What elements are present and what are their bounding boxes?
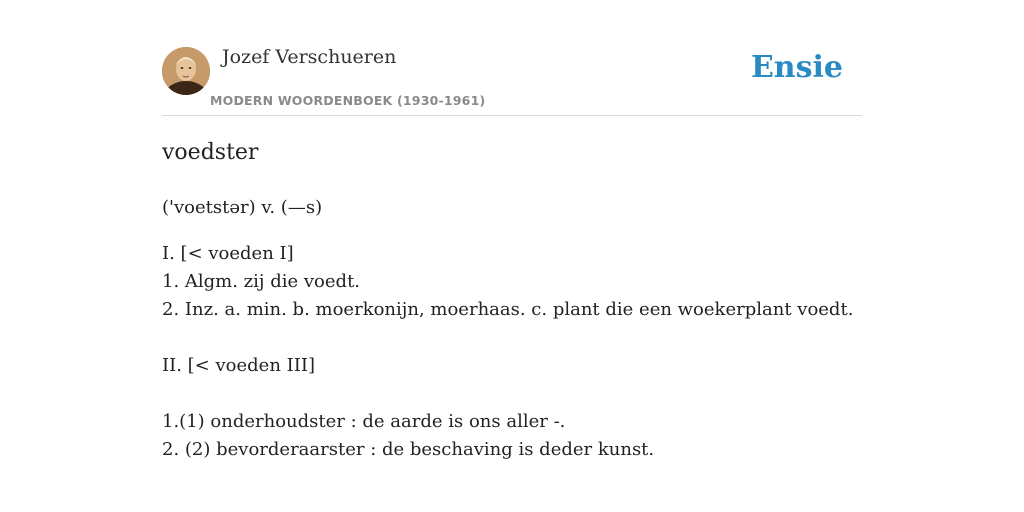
author-avatar[interactable] bbox=[162, 47, 210, 95]
definition-line bbox=[162, 380, 862, 408]
author-name[interactable]: Jozef Verschueren bbox=[222, 46, 397, 68]
entry-pronunciation: ('voetstər) v. (—s) bbox=[162, 197, 323, 218]
definition-line: 1. Algm. zij die voedt. bbox=[162, 271, 361, 292]
page bbox=[162, 0, 862, 512]
definition-line bbox=[162, 324, 862, 352]
author-portrait-icon bbox=[162, 47, 210, 95]
definition-line: II. [< voeden III] bbox=[162, 355, 315, 376]
definition-line: I. [< voeden I] bbox=[162, 243, 294, 264]
source-title[interactable]: MODERN WOORDENBOEK (1930-1961) bbox=[210, 93, 486, 108]
header bbox=[162, 0, 862, 116]
entry-definition bbox=[162, 240, 862, 464]
entry-headword: voedster bbox=[162, 140, 259, 165]
definition-line: 2. (2) bevorderaarster : de beschaving is deder kunst. bbox=[162, 439, 655, 460]
definition-line: 1.(1) onderhoudster : de aarde is ons aller -. bbox=[162, 411, 566, 432]
definition-line: 2. Inz. a. min. b. moerkonijn, moerhaas. c. plant die een woekerplant voedt. bbox=[162, 299, 854, 320]
brand-logo[interactable]: Ensie bbox=[750, 50, 843, 85]
